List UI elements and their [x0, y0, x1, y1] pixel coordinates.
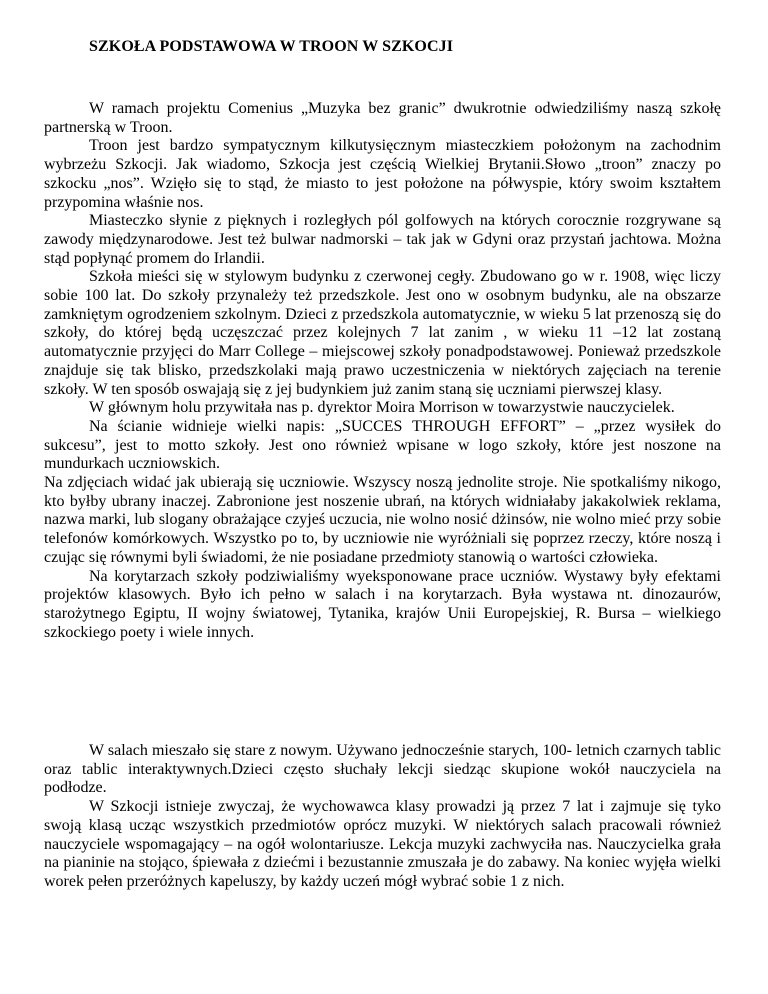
paragraph-school-building: Szkoła mieści się w stylowym budynku z czerwonej cegły. Zbudowano go w r. 1908, więc liczy sobie 100 lat. Do szkoły przynależy też przedszkole. Jest ono w osobnym budynku, ale na obszarze zamkniętym ogrodzeniem szkolnym. Dzieci z przedszkola automatycznie, w wieku 5 lat przenoszą się do szkoły, do której będą uczęszczać przez kolejnych 7 lat zanim , w wieku 11 –12 lat zostaną automatycznie przyjęci do Marr College – miejscowej szkoły ponadpodstawowej. Ponieważ przedszkole znajduje się tak blisko, przedszkolaki mają prawo uczestniczenia w niektórych zajęciach na terenie szkoły. W ten sposób oswajają się z jej budynkiem już zanim staną się uczniami pierwszej klasy.: [44, 268, 721, 398]
paragraph-motto: Na ścianie widnieje wielki napis: „SUCCES THROUGH EFFORT” – „przez wysiłek do sukcesu”, jest to motto szkoły. Jest ono również wpisane w logo szkoły, które jest noszone na mundurkach uczniowskich.: [44, 417, 721, 473]
document-title: SZKOŁA PODSTAWOWA W TROON W SZKOCJI: [89, 38, 454, 55]
text-section-2: [44, 742, 721, 892]
paragraph-troon-town: Troon jest bardzo sympatycznym kilkutysięcznym miasteczkiem położonym na zachodnim wybrzeżu Szkocji. Jak wiadomo, Szkocja jest częścią Wielkiej Brytanii.Słowo „troon” znaczy po szkocku „nos”. Wzięło się to stąd, że miasto to jest położone na półwyspie, który swoim kształtem przypomina właśnie nos.: [44, 137, 721, 211]
paragraph-welcome: W głównym holu przywitała nas p. dyrektor Moira Morrison w towarzystwie nauczycielek.: [89, 399, 675, 417]
paragraph-golf: Miasteczko słynie z pięknych i rozległych pól golfowych na których corocznie rozgrywane są zawody międzynarodowe. Jest też bulwar nadmorski – tak jak w Gdyni oraz przystań jachtowa. Można stąd popłynąć promem do Irlandii.: [44, 212, 721, 267]
text-section-1: [44, 100, 721, 642]
paragraph-uniforms: Na zdjęciach widać jak ubierają się uczniowie. Wszyscy noszą jednolite stroje. Nie spotkaliśmy nikogo, kto byłby ubrany inaczej. Zabronione jest noszenie ubrań, na których widniałaby jakakolwiek reklama, nazwa marki, lub slogany obrażające czyjeś uczucia, nie wolno nosić dżinsów, nie wolno mieć przy sobie telefonów komórkowych. Wszystko po to, by uczniowie nie wyróżniali się poprzez rzeczy, które noszą i czując się równymi byli świadomi, że nie posiadane przedmioty stanowią o wartości człowieka.: [44, 474, 721, 566]
paragraph-classrooms: W salach mieszało się stare z nowym. Używano jednocześnie starych, 100- letnich czarnych tablic oraz tablic interaktywnych.Dzieci często słuchały lekcji siedząc skupione wokół nauczyciela na podłodze.: [44, 742, 721, 797]
paragraph-teaching: W Szkocji istnieje zwyczaj, że wychowawca klasy prowadzi ją przez 7 lat i zajmuje się tyko swoją klasą ucząc wszystkich przedmiotów oprócz muzyki. W niektórych salach pracowali również nauczyciele wspomagający – na ogół wolontariusze. Lekcja muzyki zachwyciła nas. Nauczycielka grała na pianinie na stojąco, śpiewała z dziećmi i bezustannie zmuszała je do zabawy. Na koniec wyjęła wielki worek pełen przeróżnych kapeluszy, by każdy uczeń mógł wybrać sobie 1 z nich.: [44, 798, 721, 890]
paragraph-comenius: W ramach projektu Comenius „Muzyka bez granic” dwukrotnie odwiedziliśmy naszą szkołę partnerską w Troon.: [44, 100, 721, 136]
paragraph-exhibitions: Na korytarzach szkoły podziwialiśmy wyeksponowane prace uczniów. Wystawy były efektami projektów klasowych. Było ich pełno w salach i na korytarzach. Była wystawa nt. dinozaurów, starożytnego Egiptu, II wojny światowej, Tytanika, krajów Unii Europejskiej, R. Bursa – wielkiego szkockiego poety i wiele innych.: [44, 567, 721, 641]
